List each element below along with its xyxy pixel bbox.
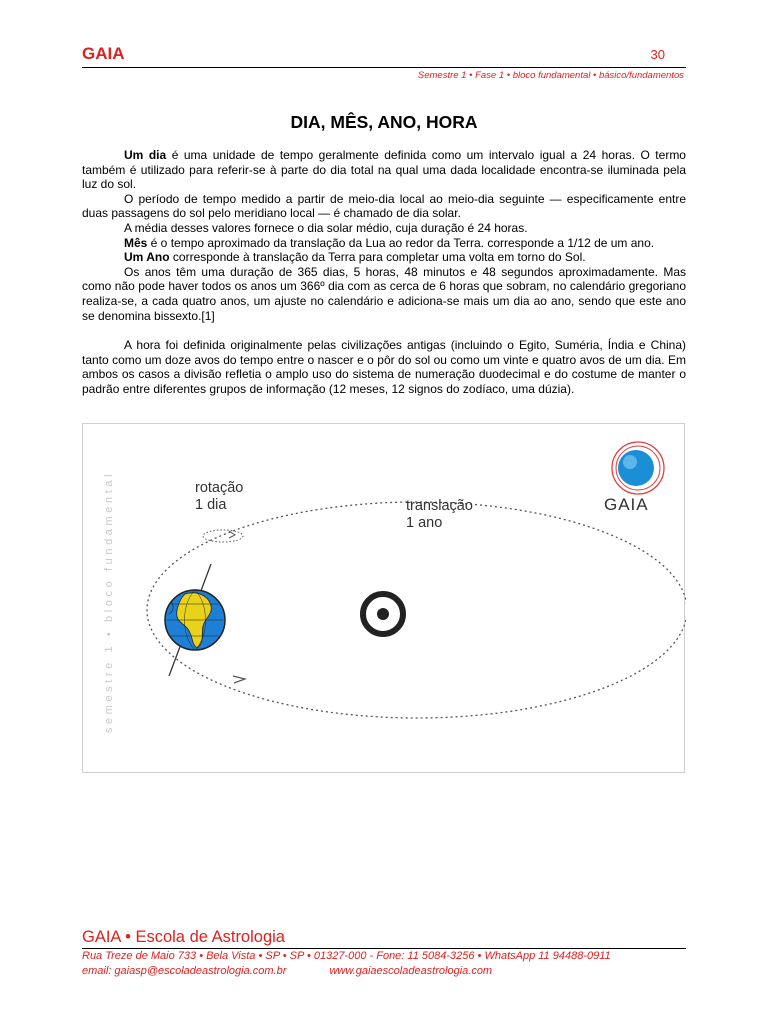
paragraph-ano-text: corresponde à translação da Terra para completar uma volta em torno do Sol. xyxy=(169,250,586,265)
sun-symbol xyxy=(363,594,403,634)
paragraph-dia-solar: O período de tempo medido a partir de meio-dia local ao meio-dia seguinte — especificamente entre duas passagens do sol pelo meridiano local — é chamado de dia solar. xyxy=(82,191,686,221)
header-divider xyxy=(82,67,686,68)
footer-contact xyxy=(82,965,492,977)
orbit-arrow xyxy=(233,676,245,683)
term-mes: Mês xyxy=(124,235,148,250)
orbit-figure xyxy=(82,423,685,773)
rotation-path xyxy=(203,530,243,542)
page-number: 30 xyxy=(650,47,665,62)
term-um-ano: Um Ano xyxy=(124,250,170,265)
footer-website-link[interactable]: www.gaiaescoladeastrologia.com xyxy=(329,965,493,977)
paragraph-dia-text: é uma unidade de tempo geralmente definida como um intervalo igual a 24 horas. O termo também é utilizado para referir-se à parte do dia total na qual uma dada localidade encontra-se iluminada pela luz do sol. xyxy=(82,148,686,192)
header-subtitle: Semestre 1 • Fase 1 • bloco fundamental • básico/fundamentos xyxy=(417,70,684,81)
page-title: DIA, MÊS, ANO, HORA xyxy=(290,112,478,132)
rotation-label: rotação 1 dia xyxy=(195,480,244,513)
paragraph-hora: A hora foi definida originalmente pelas civilizações antigas (incluindo o Egito, Suméria, Índia e China) tanto como um doze avos do tempo entre o nascer e o pôr do sol ou como um vinte e quatro avos de um dia. Em ambos os casos a divisão refletia o amplo uso do sistema de numeração duodecimal e do costume de manter o padrão entre diferentes grupos de informação (12 meses, 12 signos do zodíaco, uma dúzia). xyxy=(82,338,686,396)
paragraph-ano xyxy=(82,250,686,265)
rotation-arrow xyxy=(229,531,235,538)
earth xyxy=(165,590,225,650)
term-um-dia: Um dia xyxy=(124,148,167,162)
figure-side-text: semestre 1 • bloco fundamental xyxy=(103,470,115,734)
paragraph-dia xyxy=(82,148,686,192)
footer-address: Rua Treze de Maio 733 • Bela Vista • SP • SP • 01327-000 - Fone: 11 5084-3256 • WhatsApp 11 94488-0911 xyxy=(82,950,611,962)
paragraph-mes-text: é o tempo aproximado da translação da Lua ao redor da Terra. corresponde a 1/12 de um ano. xyxy=(147,235,655,250)
paragraph-mes xyxy=(82,236,686,251)
footer-email-link[interactable]: email: gaiasp@escoladeastrologia.com.br xyxy=(82,965,287,977)
orbit-diagram xyxy=(83,424,686,774)
orbit-path xyxy=(147,502,686,718)
paragraph-bissexto: Os anos têm uma duração de 365 dias, 5 horas, 48 minutos e 48 segundos aproximadamente. Mas como não pode haver todos os anos um 366º dia com as cerca de 6 horas que sobram, no calendário gregoriano realiza-se, a cada quatro anos, um ajuste no calendário e adiciona-se mais um dia ao ano, sendo que este ano se denomina bissexto.[1] xyxy=(82,264,686,323)
gaia-logo-text: GAIA xyxy=(604,495,649,514)
translation-label: translação 1 ano xyxy=(406,498,473,531)
body-text xyxy=(82,148,686,397)
gaia-logo xyxy=(612,442,664,494)
header-brand: GAIA xyxy=(82,44,125,63)
footer-divider xyxy=(82,948,686,949)
paragraph-dia-solar-medio: A média desses valores fornece o dia solar médio, cuja duração é 24 horas. xyxy=(124,220,528,235)
footer-brand: GAIA • Escola de Astrologia xyxy=(82,928,285,946)
